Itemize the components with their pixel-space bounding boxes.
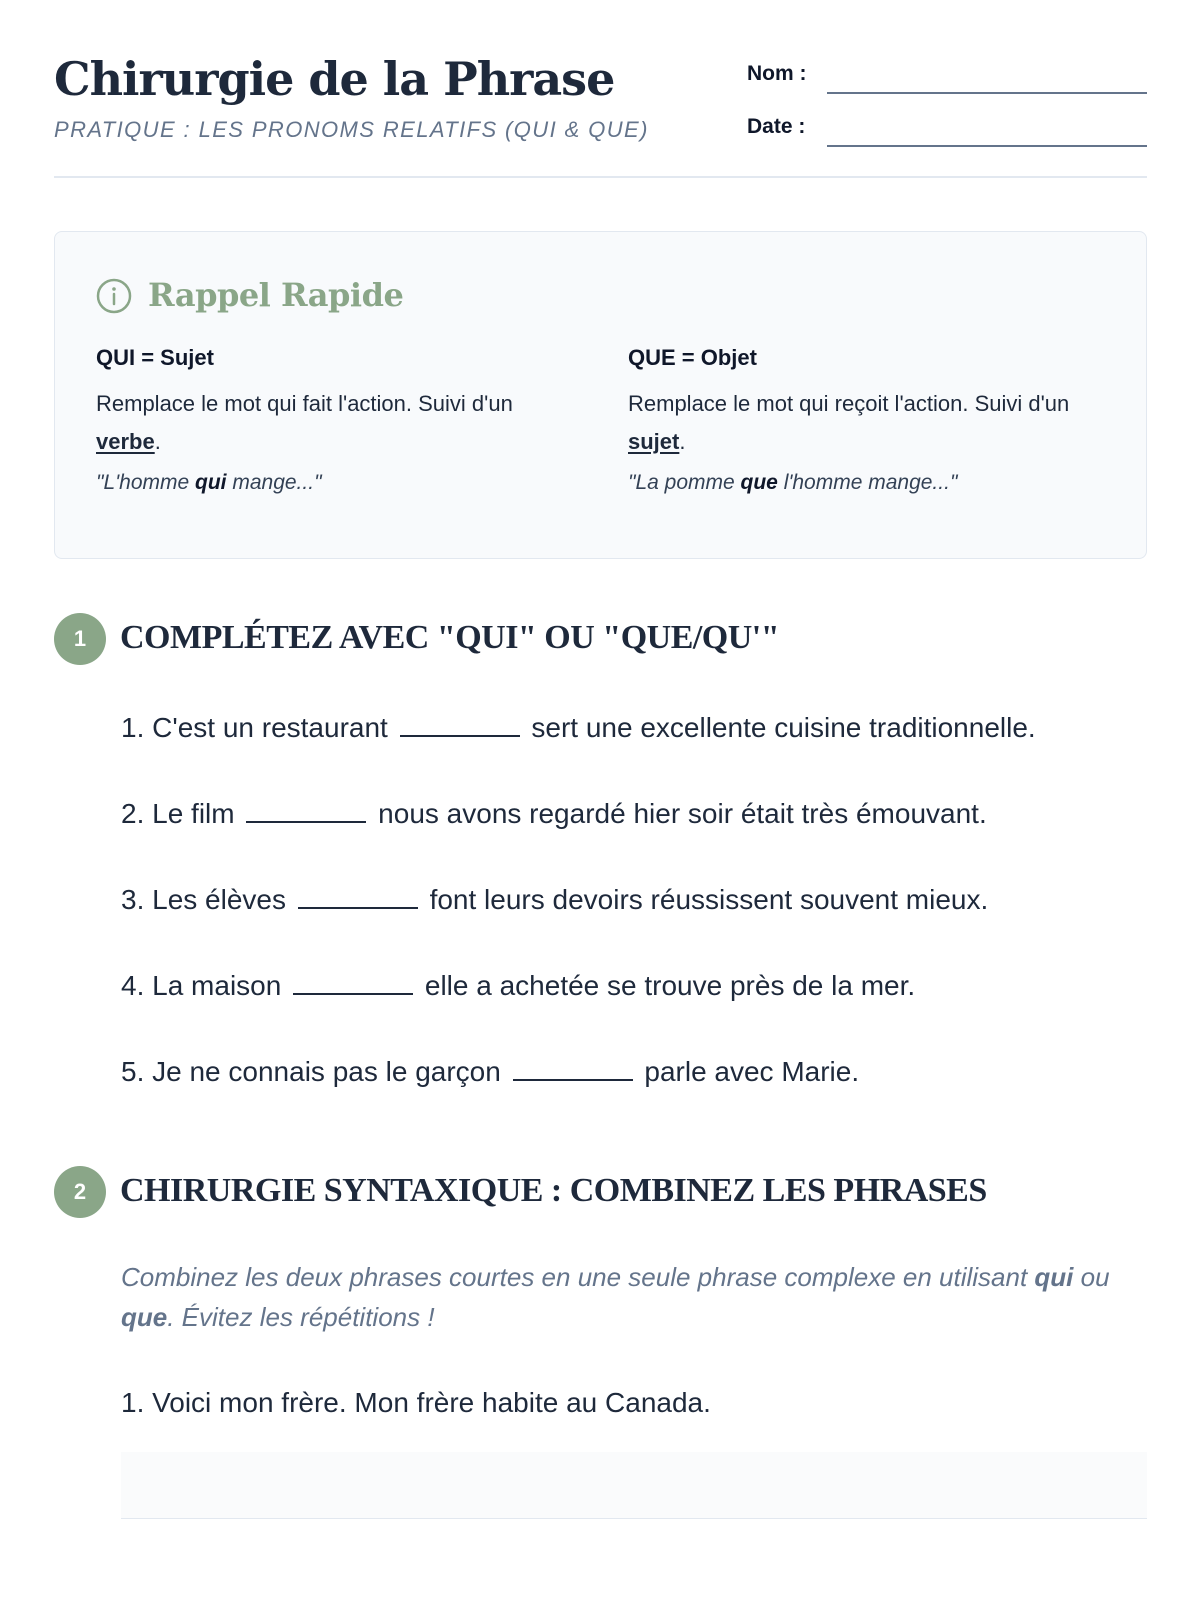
que-rule — [628, 345, 1108, 495]
exercise-2-item: 1. Voici mon frère. Mon frère habite au Canada. — [121, 1387, 711, 1418]
name-label: Nom : — [747, 62, 807, 85]
qui-rule — [96, 345, 576, 495]
section-1-title: COMPLÉTEZ AVEC "QUI" OU "QUE/QU'" — [120, 619, 780, 656]
que-keyword: sujet — [628, 429, 680, 454]
worksheet-page — [54, 0, 1147, 1600]
qui-description: Remplace le mot qui fait l'action. Suivi d'un verbe. — [96, 391, 513, 454]
exercise-1-item: 2. Le film nous avons regardé hier soir était très émouvant. — [121, 798, 987, 829]
qui-heading: QUI = Sujet — [96, 345, 214, 370]
info-icon — [96, 278, 132, 314]
section-2-badge: 2 — [54, 1166, 106, 1218]
answer-blank[interactable] — [513, 1078, 633, 1081]
rappel-box — [54, 231, 1147, 559]
exercise-1-item: 4. La maison elle a achetée se trouve près de la mer. — [121, 970, 916, 1001]
que-description: Remplace le mot qui reçoit l'action. Suivi d'un sujet. — [628, 391, 1070, 454]
page-title: Chirurgie de la Phrase — [54, 52, 615, 106]
page-subtitle: PRATIQUE : LES PRONOMS RELATIFS (QUI & QUE) — [54, 117, 649, 142]
que-example: "La pomme que l'homme mange..." — [628, 471, 958, 494]
exercise-1-item: 3. Les élèves font leurs devoirs réussissent souvent mieux. — [121, 884, 989, 915]
answer-area[interactable] — [121, 1452, 1147, 1519]
worksheet-header — [54, 0, 1147, 178]
answer-blank[interactable] — [246, 820, 366, 823]
section-2-instructions: Combinez les deux phrases courtes en une seule phrase complexe en utilisant qui ou que. Évitez les répétitions ! — [121, 1262, 1110, 1332]
date-field[interactable] — [747, 107, 1147, 147]
answer-blank[interactable] — [293, 992, 413, 995]
name-field[interactable] — [747, 54, 1147, 94]
qui-example: "L'homme qui mange..." — [96, 471, 322, 494]
que-heading: QUE = Objet — [628, 345, 757, 370]
section-1-badge: 1 — [54, 613, 106, 665]
name-line[interactable] — [827, 92, 1147, 94]
rappel-title: Rappel Rapide — [148, 276, 404, 314]
answer-blank[interactable] — [298, 906, 418, 909]
exercise-1-item: 5. Je ne connais pas le garçon parle avec Marie. — [121, 1056, 860, 1087]
section-2-title: CHIRURGIE SYNTAXIQUE : COMBINEZ LES PHRASES — [120, 1172, 987, 1209]
exercise-1-item: 1. C'est un restaurant sert une excellente cuisine traditionnelle. — [121, 712, 1036, 743]
date-label: Date : — [747, 115, 806, 138]
qui-keyword: verbe — [96, 429, 155, 454]
date-line[interactable] — [827, 145, 1147, 147]
answer-blank[interactable] — [400, 734, 520, 737]
